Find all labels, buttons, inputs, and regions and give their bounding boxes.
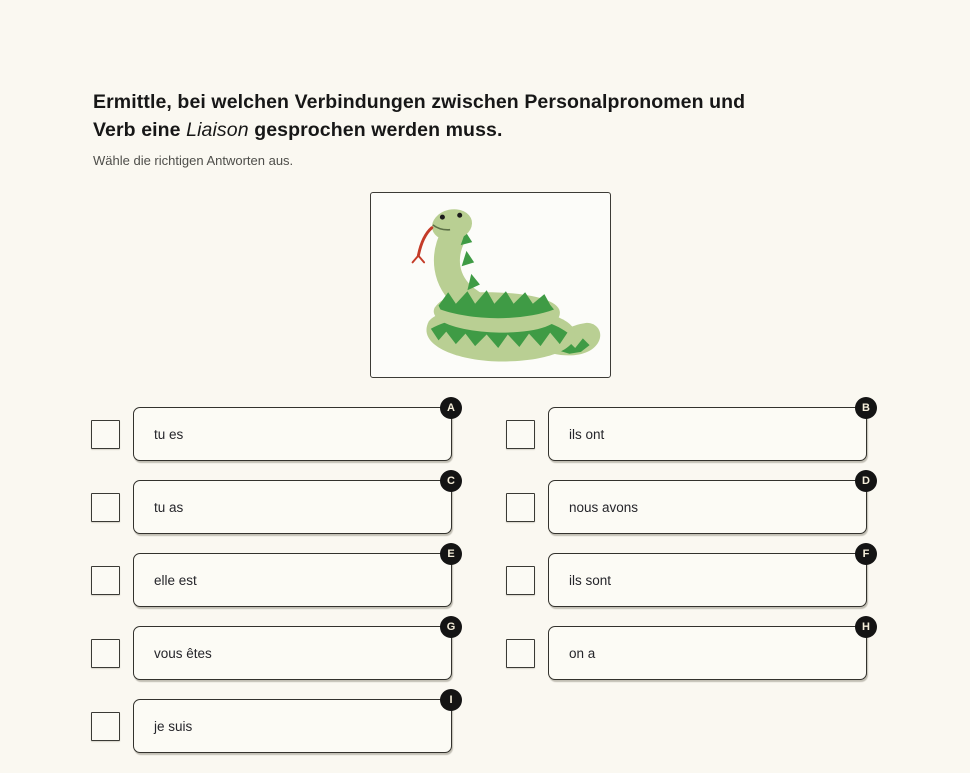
option-e-card[interactable] (133, 547, 455, 607)
option-f-checkbox[interactable] (506, 566, 535, 595)
instruction-text: Wähle die richtigen Antworten aus. (93, 153, 294, 168)
option-i-card[interactable] (133, 693, 453, 753)
option-e-label: elle est (154, 572, 197, 588)
task-title-line2-prefix: Verb eine (93, 119, 181, 141)
snake-eye-right (457, 213, 462, 218)
option-c-checkbox[interactable] (91, 493, 120, 522)
snake-neck-pattern-2 (462, 251, 475, 266)
option-f-badge: F (855, 543, 877, 565)
option-g-badge: G (440, 616, 462, 638)
option-row-d (506, 474, 870, 534)
option-a-label: tu es (154, 426, 184, 442)
option-row-g (91, 620, 456, 680)
option-i-badge: I (440, 689, 462, 711)
option-e-badge: E (440, 543, 462, 565)
option-b-label: ils ont (569, 426, 605, 442)
option-d-checkbox[interactable] (506, 493, 535, 522)
snake-illustration (374, 196, 607, 374)
snake-eye-left (440, 215, 445, 220)
option-row-c (91, 474, 455, 534)
snake-tongue (418, 228, 431, 256)
option-b-checkbox[interactable] (506, 420, 535, 449)
illustration-card (370, 192, 611, 378)
option-row-h (506, 620, 870, 680)
option-row-i (91, 693, 453, 753)
option-h-badge: H (855, 616, 877, 638)
snake-neck-pattern-1 (467, 274, 480, 290)
option-a-checkbox[interactable] (91, 420, 120, 449)
option-b-badge: B (855, 397, 877, 419)
option-row-b (506, 401, 870, 461)
option-row-e (91, 547, 455, 607)
option-row-a (91, 401, 455, 461)
task-title-line1: Ermittle, bei welchen Verbindungen zwischen Personalpronomen und (93, 91, 746, 113)
option-b-card[interactable] (548, 401, 870, 461)
option-c-label: tu as (154, 499, 184, 515)
task-title-emphasis: Liaison (186, 119, 249, 141)
option-g-checkbox[interactable] (91, 639, 120, 668)
option-i-checkbox[interactable] (91, 712, 120, 741)
option-h-label: on a (569, 645, 596, 661)
option-d-badge: D (855, 470, 877, 492)
option-c-badge: C (440, 470, 462, 492)
option-f-label: ils sont (569, 572, 612, 588)
option-g-label: vous êtes (154, 645, 212, 661)
task-title-line2-suffix: gesprochen werden muss. (254, 119, 503, 141)
option-row-f (506, 547, 870, 607)
option-e-checkbox[interactable] (91, 566, 120, 595)
option-d-card[interactable] (548, 474, 870, 534)
snake-tongue-fork (413, 256, 425, 263)
option-h-checkbox[interactable] (506, 639, 535, 668)
option-g-card[interactable] (133, 620, 456, 680)
option-d-label: nous avons (569, 499, 639, 515)
option-c-card[interactable] (133, 474, 455, 534)
option-a-badge: A (440, 397, 462, 419)
task-title (93, 88, 903, 144)
option-f-card[interactable] (548, 547, 870, 607)
option-h-card[interactable] (548, 620, 870, 680)
option-i-label: je suis (154, 718, 193, 734)
option-a-card[interactable] (133, 401, 455, 461)
answer-options (91, 401, 870, 753)
